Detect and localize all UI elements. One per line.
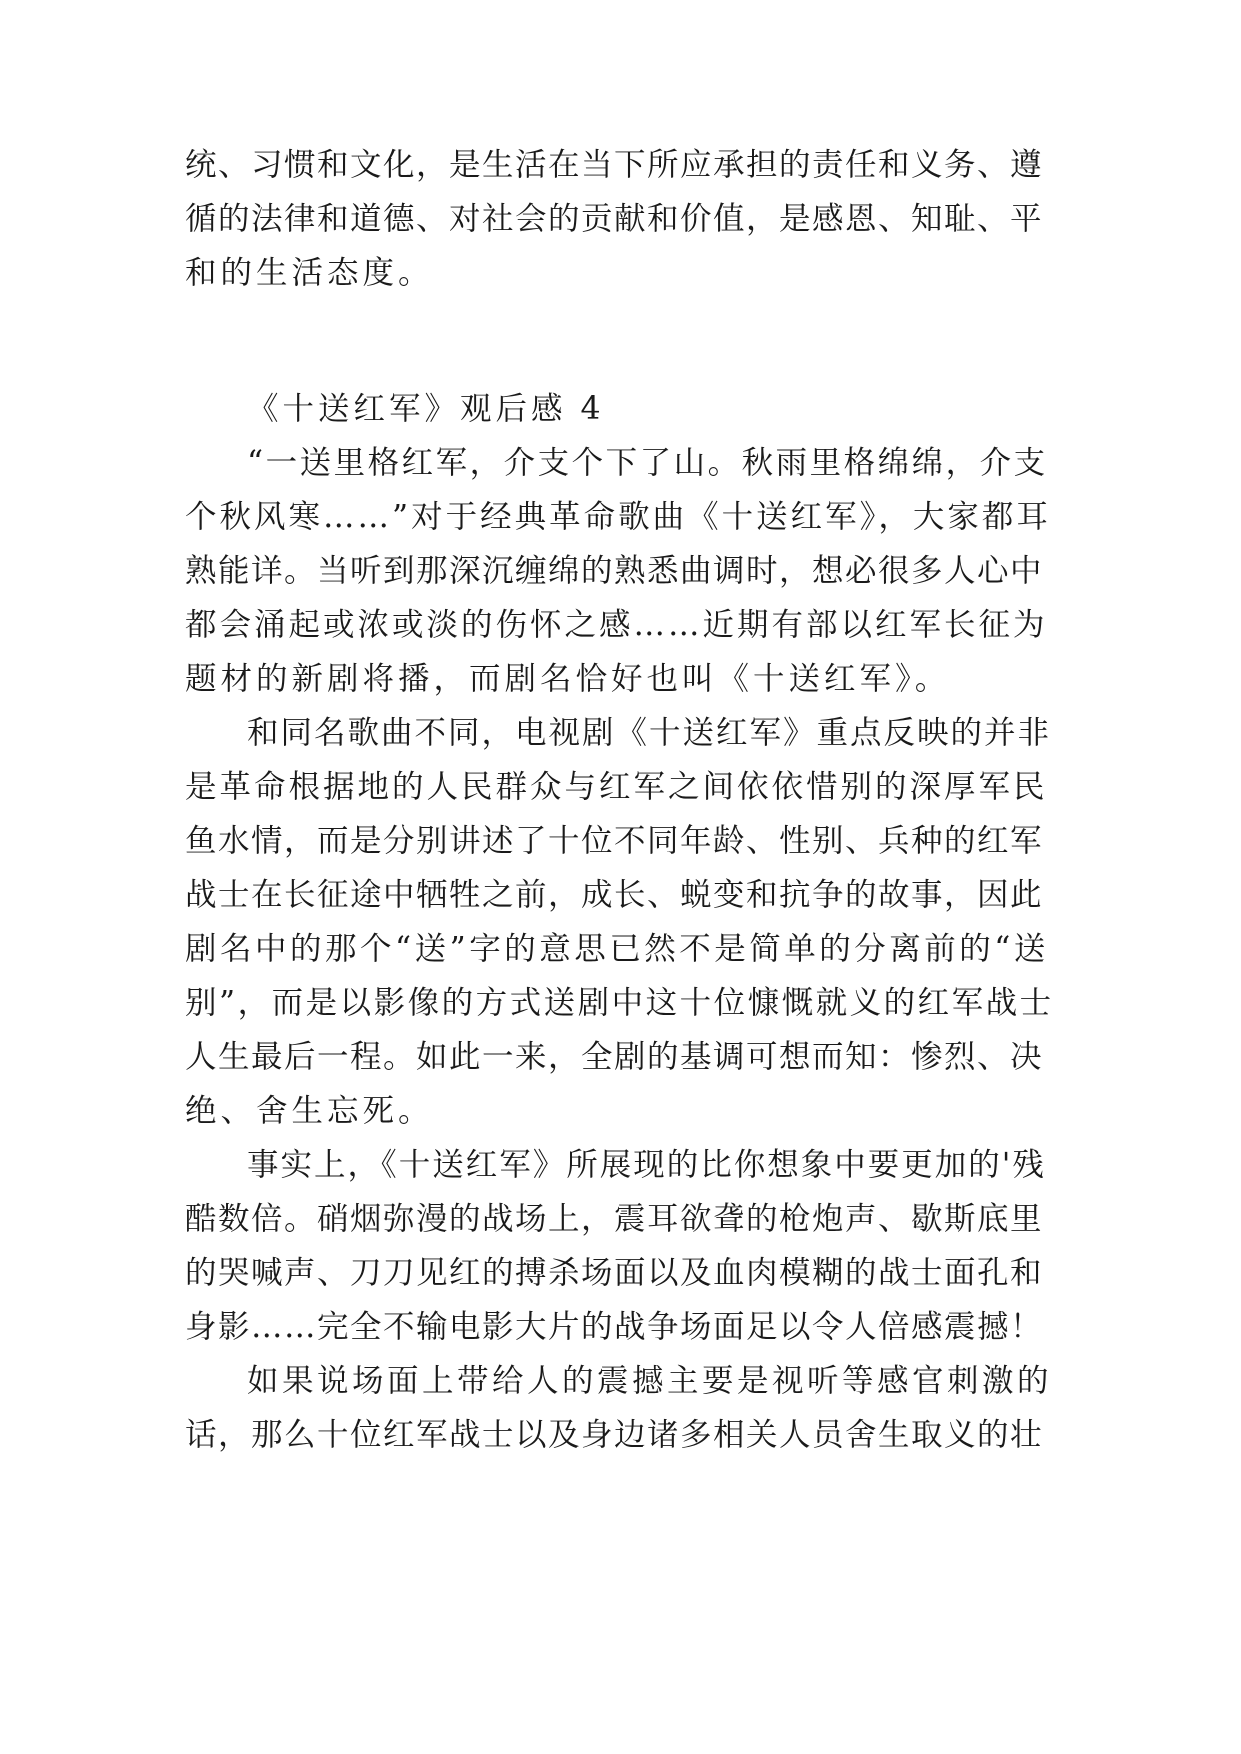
text-line: 事实上，《十送红军》所展现的比你想象中要更加的'残 [247,1147,1046,1183]
text-line: 酷数倍。硝烟弥漫的战场上，震耳欲聋的枪炮声、歇斯底里 [185,1201,1044,1237]
text-line: 别”，而是以影像的方式送剧中这十位慷慨就义的红军战士 [185,985,1054,1021]
text-line: 人生最后一程。如此一来，全剧的基调可想而知：惨烈、决 [185,1039,1044,1075]
text-line: 鱼水情，而是分别讲述了十位不同年龄、性别、兵种的红军 [185,823,1044,859]
text-line: 和同名歌曲不同，电视剧《十送红军》重点反映的并非 [247,715,1052,751]
text-line: 是革命根据地的人民群众与红军之间依依惜别的深厚军民 [185,769,1048,805]
text-line: 熟能详。当听到那深沉缠绵的熟悉曲调时，想必很多人心中 [185,553,1044,589]
text-line: 如果说场面上带给人的震撼主要是视听等感官刺激的 [247,1363,1053,1399]
text-line: 和的生活态度。 [185,255,434,291]
text-line: “一送里格红军，介支个下了山。秋雨里格绵绵，介支 [247,445,1048,481]
text-line: 绝、舍生忘死。 [185,1093,434,1129]
text-line: 都会涌起或浓或淡的伤怀之感……近期有部以红军长征为 [185,607,1048,643]
text-line: 循的法律和道德、对社会的贡献和价值，是感恩、知耻、平 [185,201,1044,237]
text-line: 剧名中的那个“送”字的意思已然不是简单的分离前的“送 [185,931,1049,967]
text-line: 题材的新剧将播，而剧名恰好也叫《十送红军》。 [185,661,951,697]
text-line: 统、习惯和文化，是生活在当下所应承担的责任和义务、遵 [185,147,1044,183]
text-line: 战士在长征途中牺牲之前，成长、蜕变和抗争的故事，因此 [185,877,1044,913]
text-line: 身影……完全不输电影大片的战争场面足以令人倍感震撼！ [185,1309,1044,1345]
text-line: 话，那么十位红军战士以及身边诸多相关人员舍生取义的壮 [185,1417,1044,1453]
text-line: 的哭喊声、刀刀见红的搏杀场面以及血肉模糊的战士面孔和 [185,1255,1044,1291]
section-heading: 《十送红军》观后感 4 [247,391,605,427]
text-line: 个秋风寒……”对于经典革命歌曲《十送红军》，大家都耳 [185,499,1051,535]
document-body [185,0,1055,1754]
